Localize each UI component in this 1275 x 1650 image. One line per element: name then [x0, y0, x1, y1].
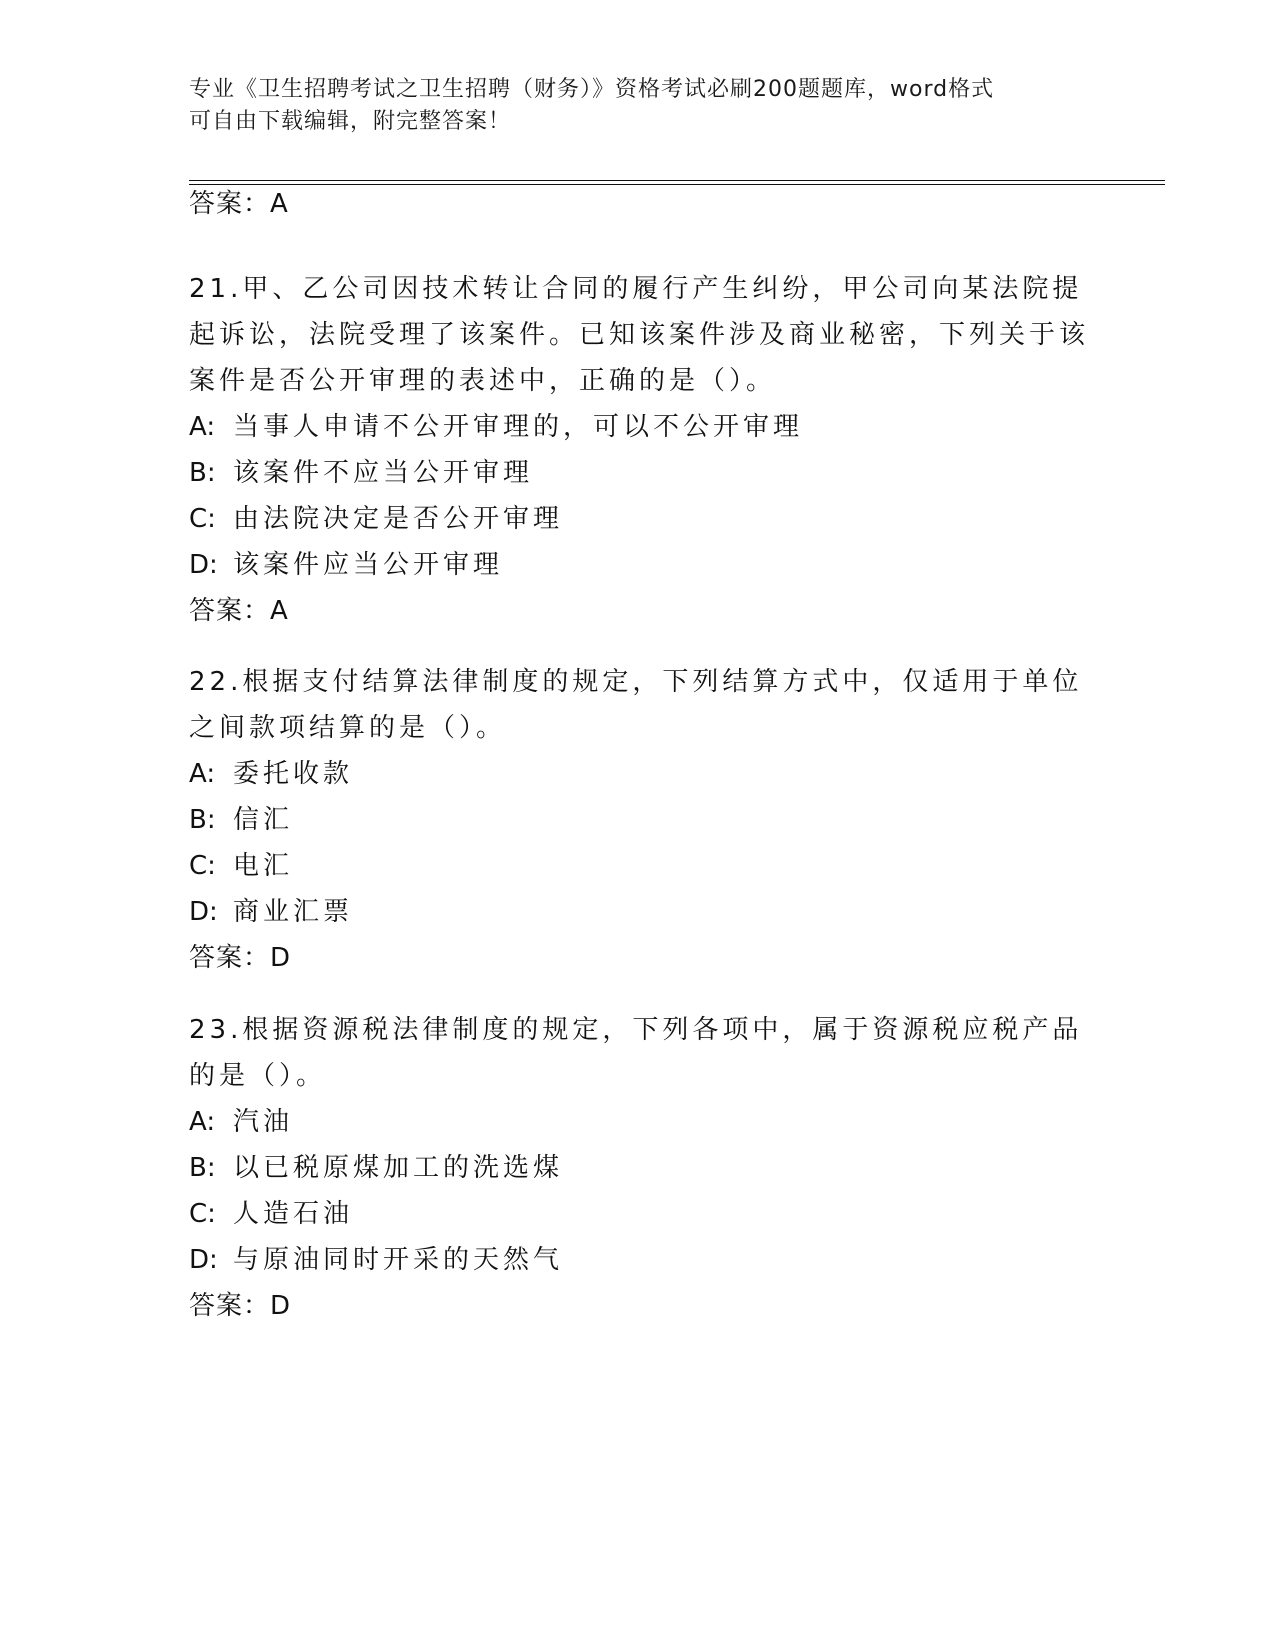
- option-key: C:: [189, 504, 216, 534]
- question-stem: 23.根据资源税法律制度的规定，下列各项中，属于资源税应税产品的是（）。: [189, 1015, 1083, 1091]
- option-key: C:: [189, 851, 216, 881]
- option-text: 汽油: [233, 1107, 294, 1137]
- option-c: [189, 496, 1089, 542]
- option-key: B:: [189, 1153, 216, 1183]
- option-text: 以已税原煤加工的洗选煤: [233, 1153, 564, 1183]
- document-header: [189, 74, 1089, 138]
- option-b: [189, 797, 1089, 843]
- question-stem: 22.根据支付结算法律制度的规定，下列结算方式中，仅适用于单位之间款项结算的是（）。: [189, 667, 1083, 743]
- option-key: A:: [189, 759, 216, 789]
- option-text: 与原油同时开采的天然气: [233, 1245, 564, 1275]
- header-line-1: 专业《卫生招聘考试之卫生招聘（财务）》资格考试必刷200题题库，word格式: [189, 77, 995, 102]
- option-d: [189, 889, 1089, 935]
- question-23: [189, 1007, 1089, 1329]
- option-text: 电汇: [233, 851, 294, 881]
- question-answer: 答案：D: [189, 1291, 292, 1321]
- question-answer: 答案：D: [189, 943, 292, 973]
- option-text: 由法院决定是否公开审理: [233, 504, 564, 534]
- question-22: [189, 659, 1089, 981]
- question-stem: 21.甲、乙公司因技术转让合同的履行产生纠纷，甲公司向某法院提起诉讼，法院受理了该案件。已知该案件涉及商业秘密，下列关于该案件是否公开审理的表述中，正确的是（）。: [189, 274, 1090, 396]
- option-text: 该案件应当公开审理: [233, 550, 504, 580]
- option-text: 信汇: [233, 805, 294, 835]
- option-key: D:: [189, 897, 218, 927]
- option-d: [189, 542, 1089, 588]
- option-c: [189, 843, 1089, 889]
- option-b: [189, 450, 1089, 496]
- question-21: [189, 266, 1089, 634]
- option-key: B:: [189, 805, 216, 835]
- question-answer: 答案：A: [189, 596, 289, 626]
- option-text: 委托收款: [233, 759, 354, 789]
- option-text: 当事人申请不公开审理的，可以不公开审理: [233, 412, 804, 442]
- option-key: A:: [189, 412, 216, 442]
- option-text: 人造石油: [233, 1199, 354, 1229]
- option-a: [189, 404, 1089, 450]
- option-c: [189, 1191, 1089, 1237]
- option-text: 商业汇票: [233, 897, 354, 927]
- header-divider-bottom: [189, 184, 1165, 185]
- option-a: [189, 751, 1089, 797]
- option-key: C:: [189, 1199, 216, 1229]
- header-line-2: 可自由下载编辑，附完整答案！: [189, 109, 512, 134]
- option-key: B:: [189, 458, 216, 488]
- option-key: D:: [189, 1245, 218, 1275]
- option-key: A:: [189, 1107, 216, 1137]
- header-divider-top: [189, 180, 1165, 181]
- option-d: [189, 1237, 1089, 1283]
- option-text: 该案件不应当公开审理: [233, 458, 534, 488]
- option-b: [189, 1145, 1089, 1191]
- option-a: [189, 1099, 1089, 1145]
- option-key: D:: [189, 550, 218, 580]
- previous-answer: 答案：A: [189, 189, 289, 219]
